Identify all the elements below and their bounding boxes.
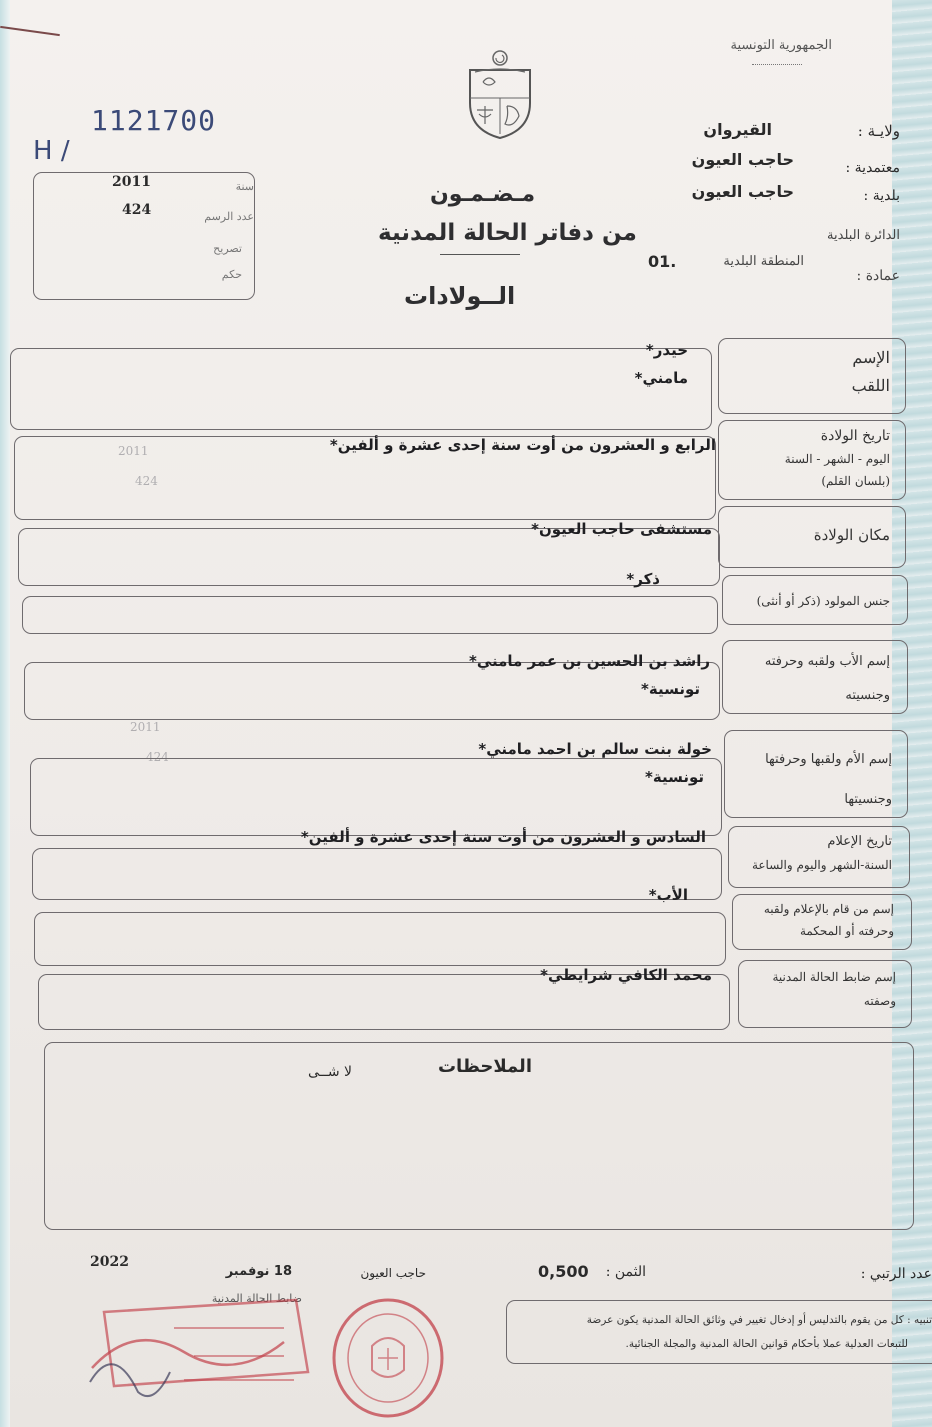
official-rect-stamp-signature: [74, 1282, 324, 1412]
name-value-box: [10, 348, 712, 430]
price-label: الثمن :: [605, 1264, 646, 1280]
mintaka-value: 01.: [648, 252, 677, 271]
mother-label-2: وجنسيتها: [844, 792, 892, 807]
baladia-value: حاجب العيون: [691, 182, 794, 201]
surname-value: مامني*: [634, 369, 688, 387]
republic-header: الجمهورية التونسية: [730, 38, 832, 53]
baladia-label: بلدية :: [863, 188, 900, 204]
registrar-signature-caption: ضابط الحالة المدنية: [211, 1292, 302, 1305]
title-underline: [440, 254, 520, 255]
declarant-label-2: وحرفته أو المحكمة: [799, 924, 894, 938]
title-line1: مـضـمـون: [430, 182, 536, 207]
official-round-stamp: [328, 1296, 448, 1420]
record-value: 424: [122, 202, 152, 218]
gender-label: جنس المولود (ذكر أو أنثى): [756, 594, 890, 608]
warning-line1: تنبيه : كل من يقوم بالتدليس أو إدخال تغيير في وثائق الحالة المدنية يكون عرضة: [586, 1314, 932, 1326]
coat-of-arms-emblem: [455, 48, 545, 140]
mother-value: خولة بنت سالم بن احمد مامني*: [478, 740, 712, 758]
father-nationality-value: تونسية*: [641, 680, 700, 698]
birth-place-label: مكان الولادة: [813, 526, 890, 544]
gender-value: ذكر*: [626, 570, 660, 588]
name-value: حيدر*: [645, 341, 688, 359]
declaration-date-value-box: [32, 848, 722, 900]
mother-nationality-value: تونسية*: [645, 768, 704, 786]
registrar-value: محمد الكافي شرايطي*: [540, 966, 712, 984]
father-label-2: وجنسيته: [845, 688, 890, 703]
year-value: 2011: [112, 174, 151, 190]
faded-year-stamp: 2011: [118, 444, 149, 458]
mother-value-box: [30, 758, 722, 836]
footer-place: حاجب العيون: [360, 1266, 426, 1280]
declarant-value: الأب*: [648, 886, 688, 904]
mother-label: إسم الأم ولقبها وحرفتها: [765, 752, 892, 767]
serial-label: عدد الرتبي :: [860, 1266, 932, 1282]
registrar-label-2: وصفته: [863, 994, 896, 1008]
footer-year: 2022: [90, 1254, 129, 1270]
title-line3: الــولادات: [404, 282, 516, 310]
daira-label: الدائرة البلدية: [827, 228, 900, 243]
omada-label: عمادة :: [856, 268, 900, 284]
faded-record-stamp: 424: [135, 474, 158, 488]
birth-date-sub-label: اليوم - الشهر - السنة: [784, 452, 890, 466]
declaration-label: تصريح: [213, 242, 242, 255]
father-value-box: [24, 662, 720, 720]
guilloche-border-left: [0, 0, 10, 1427]
declaration-date-label: تاريخ الإعلام: [827, 834, 892, 849]
faded-year-stamp-2: 2011: [130, 720, 161, 734]
birth-date-label: تاريخ الولادة: [820, 428, 890, 444]
warning-box: [506, 1300, 932, 1364]
title-line2: من دفاتر الحالة المدنية: [378, 220, 637, 246]
birth-date-pen-label: (بلسان القلم): [821, 474, 890, 488]
declaration-date-sub-label: السنة-الشهر واليوم والساعة: [751, 858, 892, 872]
surname-label: اللقب: [851, 376, 890, 395]
mintaka-label: المنطقة البلدية: [723, 254, 804, 269]
warning-line2: للتبعات العدلية عملا بأحكام قوانين الحالة المدنية والمجلة الجنائية.: [625, 1338, 908, 1350]
serial-number: 1121700: [91, 104, 217, 137]
father-label: إسم الأب ولقبه وحرفته: [764, 654, 890, 669]
republic-underline: [752, 64, 802, 65]
serial-prefix: H /: [33, 136, 70, 166]
father-value: راشد بن الحسين بن عمر مامني*: [468, 652, 710, 670]
gender-value-box: [22, 596, 718, 634]
judgment-label: حكم: [221, 268, 242, 281]
faded-record-stamp-2: 424: [146, 750, 169, 764]
declaration-date-value: السادس و العشرون من أوت سنة إحدى عشرة و ألفين*: [300, 828, 706, 846]
declarant-value-box: [34, 912, 726, 966]
wilaya-label: ولايـة :: [857, 122, 900, 140]
footer-day-month: 18 نوفمبر: [225, 1264, 292, 1279]
remarks-label: الملاحظات: [437, 1056, 532, 1077]
birth-place-value: مستشفى حاجب العيون*: [531, 520, 712, 538]
wilaya-value: القيروان: [703, 120, 772, 139]
moatamadia-label: معتمدية :: [845, 160, 900, 176]
registrar-label: إسم ضابط الحالة المدنية: [772, 970, 896, 984]
price-value: 0,500: [538, 1262, 589, 1281]
birth-date-value: الرابع و العشرون من أوت سنة إحدى عشرة و ألفين*: [329, 436, 716, 454]
declarant-label: إسم من قام بالإعلام ولقبه: [763, 902, 894, 916]
year-label: سنة: [235, 180, 254, 193]
moatamadia-value: حاجب العيون: [691, 150, 794, 169]
remarks-value: لا شــى: [307, 1064, 352, 1080]
record-label: عدد الرسم: [204, 210, 254, 223]
name-label: الإسم: [852, 348, 890, 367]
